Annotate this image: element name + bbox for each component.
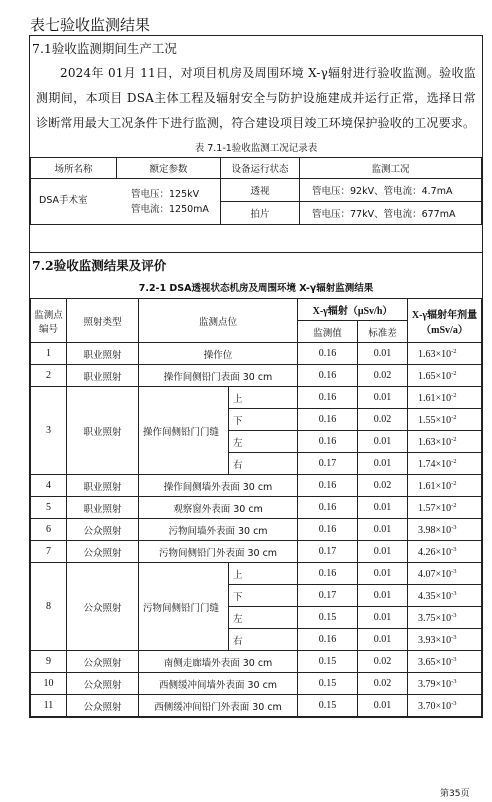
standard-deviation: 0.02 xyxy=(358,365,408,387)
annual-dose-mantissa: 4.26×10 xyxy=(418,546,452,558)
annual-dose-mantissa: 1.55×10 xyxy=(418,414,452,426)
annual-dose xyxy=(408,497,482,519)
location: 污物间侧铅门门缝 xyxy=(139,563,229,651)
section1-heading: 7.1验收监测期间生产工况 xyxy=(32,41,177,56)
header-rate-group: X-γ辐射（μSv/h） xyxy=(298,299,408,321)
table-row xyxy=(31,497,482,519)
standard-deviation: 0.01 xyxy=(358,497,408,519)
annual-dose xyxy=(408,475,482,497)
header-site: 场所名称 xyxy=(31,158,117,179)
standard-deviation: 0.01 xyxy=(358,387,408,409)
exposure-type: 职业照射 xyxy=(67,497,139,519)
annual-dose-mantissa: 3.75×10 xyxy=(418,612,452,624)
conditions-table xyxy=(30,157,482,225)
annual-dose-mantissa: 1.63×10 xyxy=(418,348,452,360)
results-table xyxy=(30,298,482,717)
table-header-row xyxy=(31,299,482,321)
annual-dose xyxy=(408,409,482,431)
annual-dose xyxy=(408,453,482,475)
standard-deviation: 0.02 xyxy=(358,475,408,497)
annual-dose xyxy=(408,563,482,585)
table-row xyxy=(31,651,482,673)
annual-dose xyxy=(408,629,482,651)
site-rated-cell xyxy=(31,179,221,225)
location-sub: 上 xyxy=(229,563,298,585)
header-exposure-type: 照射类型 xyxy=(67,299,139,343)
exposure-type: 公众照射 xyxy=(67,563,139,651)
measured-value: 0.15 xyxy=(298,673,358,695)
location-sub: 左 xyxy=(229,431,298,453)
annual-dose-exponent: -2 xyxy=(451,347,457,355)
table-header-row xyxy=(31,158,482,179)
standard-deviation: 0.02 xyxy=(358,651,408,673)
measured-value: 0.16 xyxy=(298,519,358,541)
table-row xyxy=(31,343,482,365)
annual-dose-exponent: -3 xyxy=(451,677,457,685)
annual-dose xyxy=(408,387,482,409)
annual-dose-exponent: -3 xyxy=(451,655,457,663)
annual-dose-mantissa: 3.79×10 xyxy=(418,678,452,690)
standard-deviation: 0.01 xyxy=(358,453,408,475)
section-production-conditions xyxy=(30,36,482,253)
exposure-type: 职业照射 xyxy=(67,365,139,387)
annual-dose-mantissa: 4.07×10 xyxy=(418,568,452,580)
standard-deviation: 0.01 xyxy=(358,431,408,453)
table-row xyxy=(31,541,482,563)
table-row xyxy=(31,519,482,541)
location: 观察窗外表面 30 cm xyxy=(139,497,298,519)
table2-caption: 7.2-1 DSA透视状态机房及周围环境 X-γ辐射监测结果 xyxy=(138,283,374,294)
standard-deviation: 0.01 xyxy=(358,541,408,563)
table-row xyxy=(31,563,482,585)
point-number: 7 xyxy=(31,541,67,563)
measured-value: 0.16 xyxy=(298,629,358,651)
annual-dose xyxy=(408,541,482,563)
rated-current: 管电流：1250mA xyxy=(131,203,209,215)
location-sub: 右 xyxy=(229,453,298,475)
exposure-type: 公众照射 xyxy=(67,519,139,541)
point-number: 4 xyxy=(31,475,67,497)
point-number: 5 xyxy=(31,497,67,519)
annual-dose-mantissa: 4.35×10 xyxy=(418,590,452,602)
header-point-no: 监测点编号 xyxy=(31,299,67,343)
condition-radiography: 管电压：77kV、管电流：677mA xyxy=(300,202,482,225)
annual-dose xyxy=(408,343,482,365)
header-sd: 标准差 xyxy=(358,321,408,343)
location: 操作间侧铅门表面 30 cm xyxy=(139,365,298,387)
measured-value: 0.16 xyxy=(298,343,358,365)
annual-dose xyxy=(408,695,482,717)
annual-dose xyxy=(408,585,482,607)
annual-dose-exponent: -2 xyxy=(451,391,457,399)
annual-dose xyxy=(408,651,482,673)
results-body xyxy=(31,343,482,717)
section-monitoring-results xyxy=(30,253,482,717)
point-number: 11 xyxy=(31,695,67,717)
annual-dose-exponent: -2 xyxy=(451,435,457,443)
point-number: 10 xyxy=(31,673,67,695)
location-sub: 左 xyxy=(229,607,298,629)
annual-dose-exponent: -2 xyxy=(451,413,457,421)
location-sub: 下 xyxy=(229,409,298,431)
annual-dose-exponent: -3 xyxy=(451,545,457,553)
content-frame xyxy=(29,35,483,718)
measured-value: 0.15 xyxy=(298,695,358,717)
measured-value: 0.16 xyxy=(298,365,358,387)
table-row xyxy=(31,475,482,497)
exposure-type: 职业照射 xyxy=(67,475,139,497)
annual-dose-mantissa: 1.61×10 xyxy=(418,480,452,492)
exposure-type: 职业照射 xyxy=(67,343,139,365)
location: 操作间侧墙外表面 30 cm xyxy=(139,475,298,497)
point-number: 8 xyxy=(31,563,67,651)
table-row xyxy=(31,695,482,717)
section2-heading: 7.2验收监测结果及评价 xyxy=(32,258,167,273)
measured-value: 0.17 xyxy=(298,541,358,563)
table1-caption: 表 7.1-1验收监测工况记录表 xyxy=(194,143,318,154)
condition-fluoroscopy: 管电压：92kV、管电流：4.7mA xyxy=(300,179,482,202)
location-sub: 下 xyxy=(229,585,298,607)
standard-deviation: 0.02 xyxy=(358,673,408,695)
measured-value: 0.15 xyxy=(298,607,358,629)
point-number: 9 xyxy=(31,651,67,673)
page-title: 表七验收监测结果 xyxy=(30,16,151,34)
header-condition: 监测工况 xyxy=(300,158,482,179)
location-sub: 右 xyxy=(229,629,298,651)
standard-deviation: 0.02 xyxy=(358,409,408,431)
annual-dose-exponent: -2 xyxy=(451,457,457,465)
standard-deviation: 0.01 xyxy=(358,563,408,585)
page-number: 第35页 xyxy=(440,789,470,799)
header-rated: 额定参数 xyxy=(117,158,221,179)
annual-dose-mantissa: 1.63×10 xyxy=(418,436,452,448)
measured-value: 0.16 xyxy=(298,497,358,519)
annual-dose xyxy=(408,365,482,387)
exposure-type: 公众照射 xyxy=(67,541,139,563)
table-row xyxy=(31,673,482,695)
measured-value: 0.17 xyxy=(298,585,358,607)
standard-deviation: 0.01 xyxy=(358,343,408,365)
header-state: 设备运行状态 xyxy=(221,158,300,179)
measured-value: 0.16 xyxy=(298,475,358,497)
rated-voltage: 管电压：125kV xyxy=(131,188,200,200)
header-annual-dose: X-γ辐射年剂量（mSv/a） xyxy=(408,299,482,343)
annual-dose-exponent: -3 xyxy=(451,589,457,597)
annual-dose xyxy=(408,607,482,629)
table-row xyxy=(31,365,482,387)
annual-dose-mantissa: 1.57×10 xyxy=(418,502,452,514)
point-number: 2 xyxy=(31,365,67,387)
measured-value: 0.16 xyxy=(298,409,358,431)
state-fluoroscopy: 透视 xyxy=(221,179,300,202)
location: 污物间墙外表面 30 cm xyxy=(139,519,298,541)
annual-dose-mantissa: 3.70×10 xyxy=(418,700,452,712)
measured-value: 0.15 xyxy=(298,651,358,673)
measured-value: 0.16 xyxy=(298,563,358,585)
annual-dose-exponent: -2 xyxy=(451,369,457,377)
header-location: 监测点位 xyxy=(139,299,298,343)
annual-dose-exponent: -2 xyxy=(451,479,457,487)
location-sub: 上 xyxy=(229,387,298,409)
annual-dose-exponent: -3 xyxy=(451,699,457,707)
location: 污物间侧铅门外表面 30 cm xyxy=(139,541,298,563)
standard-deviation: 0.01 xyxy=(358,607,408,629)
measured-value: 0.17 xyxy=(298,453,358,475)
annual-dose xyxy=(408,431,482,453)
point-number: 1 xyxy=(31,343,67,365)
table-row xyxy=(31,179,482,202)
location: 操作间侧铅门门缝 xyxy=(139,387,229,475)
measured-value: 0.16 xyxy=(298,387,358,409)
annual-dose-exponent: -3 xyxy=(451,567,457,575)
exposure-type: 公众照射 xyxy=(67,651,139,673)
measured-value: 0.16 xyxy=(298,431,358,453)
exposure-type: 公众照射 xyxy=(67,695,139,717)
annual-dose-mantissa: 3.98×10 xyxy=(418,524,452,536)
exposure-type: 公众照射 xyxy=(67,673,139,695)
annual-dose-mantissa: 3.65×10 xyxy=(418,656,452,668)
location: 南侧走廊墙外表面 30 cm xyxy=(139,651,298,673)
section1-paragraph: 2024年 01月 11日，对项目机房及周围环境 X-γ辐射进行验收监测。验收监测期间，本项目 DSA主体工程及辐射安全与防护设施建成并运行正常，选择日常诊断常用最大工况条件下进行监测，符合建设项目竣工环境保护验收的工况要求。 xyxy=(36,66,476,130)
standard-deviation: 0.01 xyxy=(358,629,408,651)
annual-dose-mantissa: 1.74×10 xyxy=(418,458,452,470)
annual-dose-exponent: -2 xyxy=(451,501,457,509)
annual-dose-mantissa: 3.93×10 xyxy=(418,634,452,646)
point-number: 6 xyxy=(31,519,67,541)
annual-dose-mantissa: 1.61×10 xyxy=(418,392,452,404)
point-number: 3 xyxy=(31,387,67,475)
location: 操作位 xyxy=(139,343,298,365)
header-value: 监测值 xyxy=(298,321,358,343)
standard-deviation: 0.01 xyxy=(358,585,408,607)
annual-dose xyxy=(408,519,482,541)
exposure-type: 职业照射 xyxy=(67,387,139,475)
annual-dose-exponent: -3 xyxy=(451,611,457,619)
state-radiography: 拍片 xyxy=(221,202,300,225)
standard-deviation: 0.01 xyxy=(358,519,408,541)
table-row xyxy=(31,387,482,409)
annual-dose-exponent: -3 xyxy=(451,523,457,531)
annual-dose-exponent: -3 xyxy=(451,633,457,641)
site-name: DSA手术室 xyxy=(39,194,88,206)
location: 西侧缓冲间铅门外表面 30 cm xyxy=(139,695,298,717)
annual-dose xyxy=(408,673,482,695)
location: 西侧缓冲间墙外表面 30 cm xyxy=(139,673,298,695)
standard-deviation: 0.01 xyxy=(358,695,408,717)
annual-dose-mantissa: 1.65×10 xyxy=(418,370,452,382)
